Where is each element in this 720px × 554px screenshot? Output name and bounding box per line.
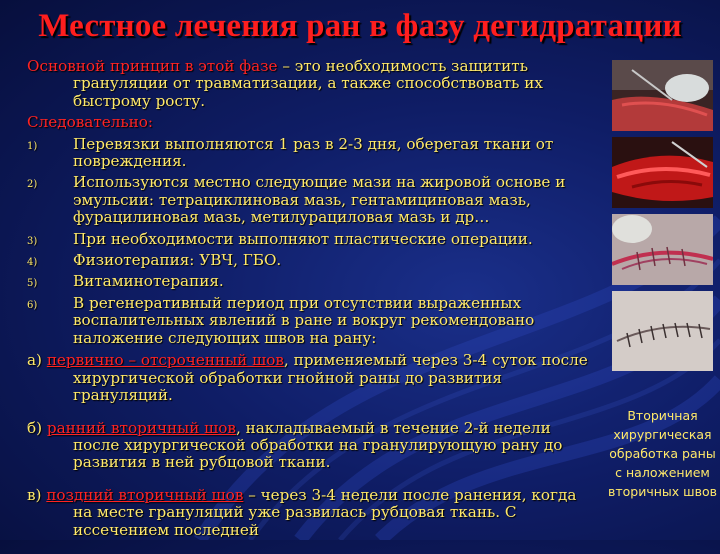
intro-paragraph [27,58,597,110]
suture-term: ранний вторичный шов [46,418,236,437]
photo-caption: Вторичная хирургическая обработка раны с наложением вторичных швов [608,408,717,499]
list-text: При необходимости выполняют пластические операции. [73,229,533,248]
suture-letter: в) [27,485,47,504]
list-item [27,295,597,347]
therefore-label: Следовательно: [27,113,154,132]
suture-text: , накладываемый в течение 2-й недели после хирургической обработки на гранулирующую рану до развития в ней рубцовой ткани. [73,418,563,472]
list-text: Используются местно следующие мази на жировой основе и эмульсии: тетрациклиновая мазь, гентамициновая мазь, фурацилиновая мазь, метилурациловая мазь и др… [73,173,566,227]
list-text: Физиотерапия: УВЧ, ГБО. [73,251,282,270]
main-content [27,58,597,554]
list-item [27,231,597,248]
surgery-photo-1 [612,60,713,131]
suture-item [27,352,597,404]
surgery-photo-4 [612,291,713,371]
list-item [27,252,597,269]
suture-item [27,487,597,539]
surgery-photo-2 [612,137,713,208]
list-text: Перевязки выполняются 1 раз в 2-3 дня, оберегая ткани от повреждения. [73,134,554,171]
page-title: Местное лечения ран в фазу дегидратации [38,8,682,44]
list-number: 4) [27,257,38,269]
photo-column [612,60,713,377]
suture-term: поздний вторичный шов [46,485,244,504]
suture-text: – через 3-4 недели после ранения, когда на месте грануляций уже развилась рубцовая ткань. С иссечением последней [73,485,577,539]
list-item [27,174,597,226]
list-text: В регенеративный период при отсутствии выраженных воспалительных явлений в ране и вокруг рекомендовано наложение следующих швов на рану: [73,293,535,347]
list-number: 6) [27,299,38,311]
list-number: 1) [27,140,38,152]
suture-term: первично – отсроченный шов [46,351,284,370]
suture-letter: б) [27,418,47,437]
intro-text: – это необходимость защитить грануляции от травматизации, а также способствовать их быстрому росту. [73,57,543,110]
surgery-photo-3 [612,214,713,285]
list-number: 5) [27,278,38,290]
suture-item [27,420,597,472]
list-text: Витаминотерапия. [73,272,224,291]
list-item [27,136,597,171]
suture-letter: а) [27,351,47,370]
intro-lead: Основной принцип в этой фазе [27,57,278,75]
list-number: 3) [27,235,38,247]
list-item [27,273,597,290]
suture-text: , применяемый через 3-4 суток после хирургической обработки гнойной раны до развития грануляций. [73,351,588,404]
list-number: 2) [27,179,38,191]
